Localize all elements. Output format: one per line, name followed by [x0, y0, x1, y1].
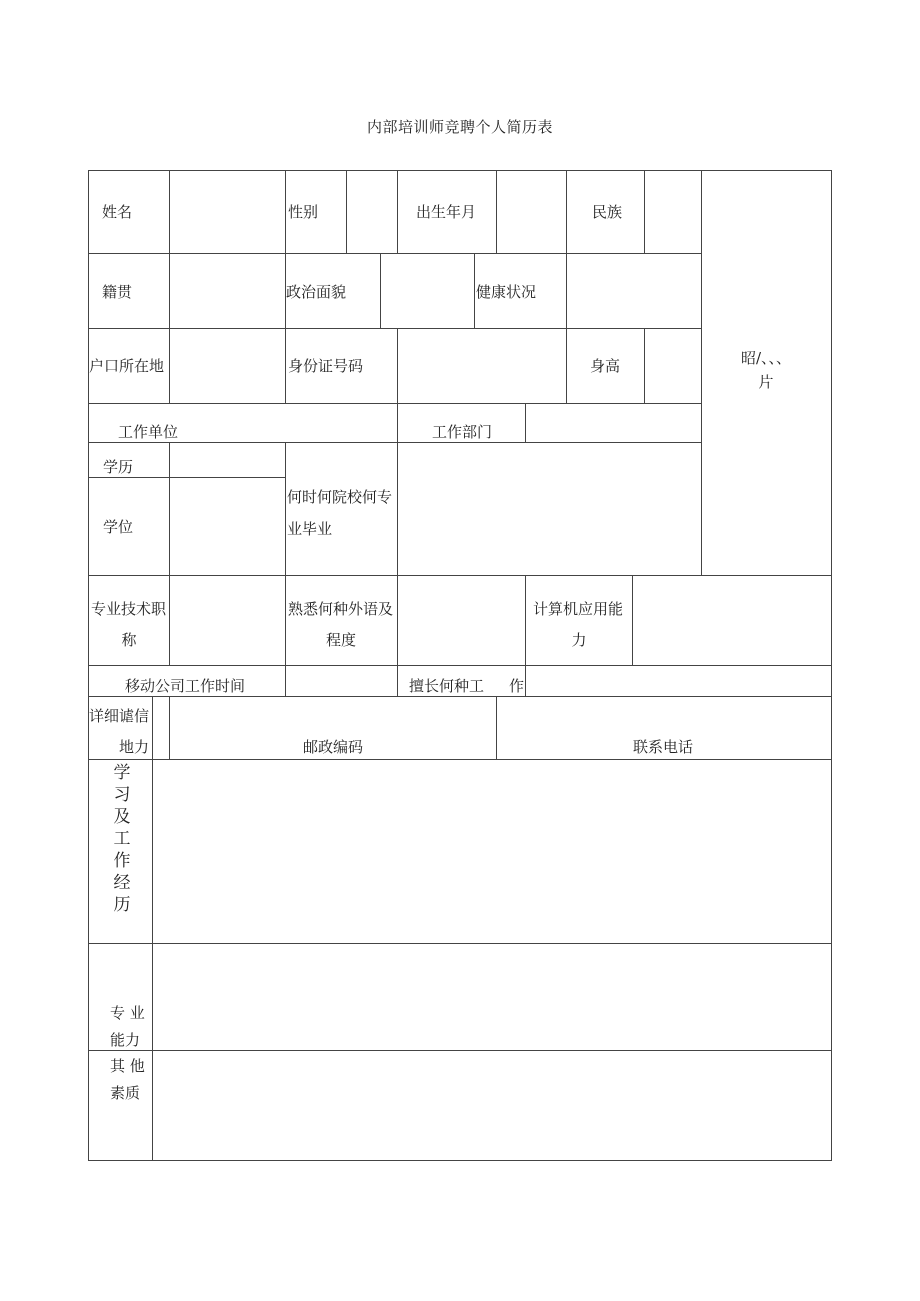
education-label: 学历	[103, 458, 134, 476]
graduation-label-line2: 业毕业	[287, 520, 333, 538]
table-border-bottom	[88, 1160, 832, 1161]
photo-label-line2: 片	[758, 373, 774, 391]
birth-field[interactable]	[497, 171, 566, 253]
col-line	[285, 328, 286, 403]
photo-label-line1: 昭/、、、	[740, 349, 792, 367]
computer-field[interactable]	[633, 576, 831, 665]
title-label-line2: 称	[121, 631, 137, 649]
col-line	[566, 328, 567, 403]
languages-label-line1: 熟悉何种外语及	[288, 600, 394, 618]
mobile-work-time-label: 移动公司工作时间	[125, 677, 246, 695]
gender-field[interactable]	[347, 171, 397, 253]
birth-label: 出生年月	[416, 203, 477, 221]
specialty-work-label-tail: 作	[509, 677, 525, 695]
work-dept-label: 工作部门	[432, 423, 493, 441]
ethnicity-field[interactable]	[645, 171, 701, 253]
id-number-field[interactable]	[398, 329, 566, 403]
other-field[interactable]	[153, 1051, 831, 1160]
graduation-label-line1: 何时何院校何专	[287, 488, 393, 506]
hukou-field[interactable]	[170, 329, 285, 403]
ethnicity-label: 民族	[592, 203, 623, 221]
graduation-field[interactable]	[398, 443, 701, 575]
height-label: 身高	[590, 357, 621, 375]
postcode-label: 邮政编码	[303, 738, 364, 756]
specialty-work-label: 擅长何种工	[409, 677, 485, 695]
ability-label-line1: 专 业	[110, 1004, 145, 1022]
address-label-line1: 详细谑信	[89, 707, 150, 725]
col-line	[496, 696, 497, 759]
work-dept-field[interactable]	[526, 404, 701, 442]
languages-field[interactable]	[398, 576, 525, 665]
education-field[interactable]	[170, 443, 285, 477]
degree-field[interactable]	[170, 478, 285, 575]
other-label-line2: 素质	[110, 1084, 141, 1102]
native-place-label: 籍贯	[102, 283, 133, 301]
work-unit-label: 工作单位	[118, 423, 179, 441]
page-title: 内部培训师竞聘个人简历表	[366, 118, 553, 136]
specialty-work-field[interactable]	[526, 666, 831, 696]
mobile-work-time-field[interactable]	[286, 666, 397, 696]
col-line	[397, 665, 398, 696]
name-label: 姓名	[102, 203, 133, 221]
experience-label: 学习及工作经历	[113, 763, 131, 915]
ability-field[interactable]	[153, 944, 831, 1050]
col-line	[285, 170, 286, 253]
col-line	[566, 170, 567, 253]
degree-label: 学位	[103, 518, 134, 536]
hukou-label: 户口所在地	[89, 357, 165, 375]
col-line	[525, 575, 526, 665]
height-field[interactable]	[645, 329, 701, 403]
computer-label-line1: 计算机应用能	[533, 600, 624, 618]
title-label-line1: 专业技术职	[91, 600, 167, 618]
col-line	[397, 403, 398, 442]
col-line	[152, 696, 153, 759]
photo-field[interactable]	[702, 171, 831, 575]
address-label-line2: 地力	[119, 738, 150, 756]
name-field[interactable]	[170, 171, 285, 253]
ability-label-line2: 能力	[110, 1031, 141, 1049]
address-field[interactable]	[170, 697, 290, 759]
languages-label-line2: 程度	[325, 631, 357, 649]
phone-label: 联系电话	[633, 738, 694, 756]
political-status-field[interactable]	[381, 254, 474, 328]
political-status-label: 政治面貌	[286, 283, 347, 301]
col-line	[474, 253, 475, 328]
title-field[interactable]	[170, 576, 285, 665]
health-field[interactable]	[567, 254, 701, 328]
gender-label: 性别	[288, 203, 319, 221]
col-line	[285, 575, 286, 665]
computer-label-line2: 力	[571, 631, 587, 649]
native-place-field[interactable]	[170, 254, 285, 328]
other-label-line1: 其 他	[110, 1057, 145, 1075]
health-label: 健康状况	[476, 283, 537, 301]
col-line	[397, 170, 398, 253]
id-number-label: 身份证号码	[288, 357, 364, 375]
col-line	[285, 442, 286, 575]
experience-field[interactable]	[153, 760, 831, 943]
